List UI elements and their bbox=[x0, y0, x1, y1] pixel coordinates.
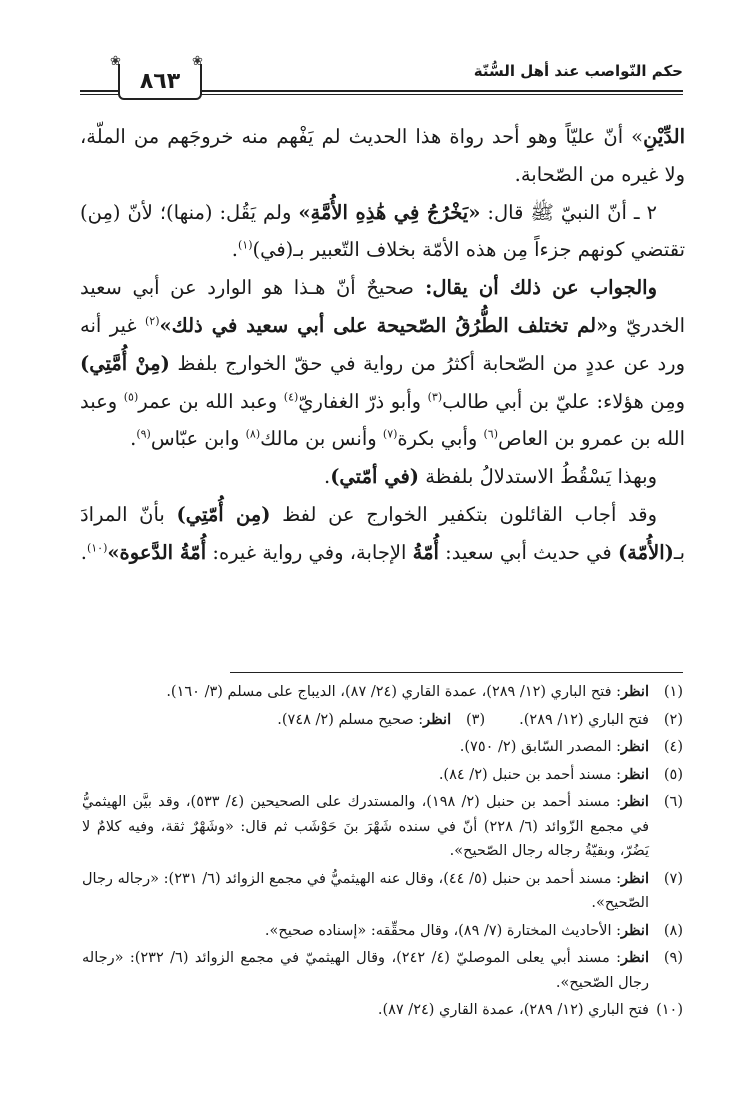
footnote-7 bbox=[82, 867, 683, 916]
footnote-number: (٦) bbox=[663, 794, 683, 810]
footnote-9 bbox=[82, 946, 683, 995]
footnote-label: انظر bbox=[621, 765, 649, 783]
footnote-body: : مسند أحمد بن حنبل (٢/ ١٩٨)، والمستدرك على الصحيحين (٤/ ٥٣٣)، وقد بيَّن الهيثميُّ في مجمع الزّوائد (٦/ ٢٢٨) أنّ في سنده شَهْرَ بنَ حَوْشَب ثم قال: «وشَهْرٌ ثقة، وفيه كلامٌ لا يَضُرّ، وبقيّةُ رجاله رجال الصّحيح». bbox=[82, 794, 650, 859]
p5-phrase-3: أُمّةُ bbox=[412, 540, 439, 564]
footnote-text bbox=[82, 946, 649, 995]
footnote-body: : الأحاديث المختارة (٧/ ٨٩)، وقال محقِّقه: «إسناده صحيح». bbox=[264, 922, 622, 939]
footnote-body: : مسند أحمد بن حنبل (٢/ ٨٤). bbox=[438, 766, 622, 783]
footnote-text bbox=[82, 735, 649, 760]
footnote-body: : صحيح مسلم (٢/ ٧٤٨). bbox=[277, 711, 424, 728]
p3-text-a: صحيحٌ أنّ هـذا هو الوارد عن أبي سعيد الخدريّ و bbox=[80, 276, 685, 337]
footnote-text bbox=[82, 919, 649, 944]
footnote-ref[interactable]: (٤) bbox=[283, 390, 299, 404]
footnote-number: (٧) bbox=[663, 870, 683, 887]
footnote-body: : فتح الباري (١٢/ ٢٨٩)، عمدة القاري (٢٤/ ٨٧)، الديباج على مسلم (٣/ ١٦٠). bbox=[166, 684, 622, 700]
p4-text: وبهذا يَسْقُطُ الاستدلالُ بلفظة bbox=[419, 465, 657, 489]
main-text bbox=[80, 118, 685, 572]
p3-quote: «لم تختلف الطُّرُقُ الصّحيحة على أبي سعيد في ذلك» bbox=[159, 313, 609, 337]
footnote-ref[interactable]: (٢) bbox=[144, 314, 160, 328]
footnote-body: : مسند أبي يعلى الموصليّ (٤/ ٢٤٢)، وقال الهيثميّ في مجمع الزوائد (٦/ ٢٣٢): «رجاله رجال الصّحيح». bbox=[82, 950, 649, 991]
footnote-number: (١٠) bbox=[656, 1002, 683, 1018]
footnote-label: انظر bbox=[621, 738, 649, 755]
paragraph-4 bbox=[80, 458, 685, 496]
paragraph-3 bbox=[80, 269, 685, 458]
header-rule-thin bbox=[200, 94, 683, 95]
ornament-left-icon: ❀ bbox=[110, 54, 121, 69]
footnote-ref[interactable]: (٧) bbox=[382, 427, 398, 441]
footnote-body: : مسند أحمد بن حنبل (٥/ ٤٤)، وقال عنه الهيثميُّ في مجمع الزوائد (٦/ ٢٣١): «رجاله رجال الصّحيح». bbox=[82, 870, 649, 911]
p5-phrase: (مِن أُمّتِي) bbox=[176, 502, 271, 526]
footnote-ref[interactable]: (١٠) bbox=[86, 541, 108, 555]
p3-text-c: ومِن هؤلاء: عليّ بن أبي طالب bbox=[442, 389, 685, 413]
footnote-text bbox=[82, 763, 649, 788]
footnote-label: انظر bbox=[621, 683, 649, 700]
running-title: حكم النّواصب عند أهل السُّنّة bbox=[473, 62, 683, 80]
footnote-text bbox=[82, 867, 649, 916]
p1-rest: » أنّ عليّاً وهو أحد رواة هذا الحديث لم يَفْهم منه خروجَهم من الملّة، ولا غيره من الصّحابة. bbox=[80, 125, 685, 186]
footnote-body: فتح الباري (١٢/ ٢٨٩)، عمدة القاري (٢٤/ ٨٧). bbox=[377, 1002, 649, 1018]
footnote-8 bbox=[82, 919, 683, 944]
p5-text-c: في حديث أبي سعيد: bbox=[438, 540, 618, 564]
footnote-3 bbox=[277, 708, 485, 733]
header-rule bbox=[200, 90, 683, 92]
p5-end: . bbox=[80, 540, 87, 564]
header-rule-left-thin bbox=[80, 94, 120, 95]
p5-text-a: وقد أجاب القائلون بتكفير الخوارج عن لفظ bbox=[270, 502, 657, 526]
footnote-number: (٩) bbox=[663, 950, 683, 966]
footnote-6 bbox=[82, 790, 683, 864]
p3-text-f: وعبد الله بن عمرو بن العاص bbox=[80, 389, 685, 451]
p3-text-h: وأنس بن مالك bbox=[260, 427, 383, 451]
footnote-4 bbox=[82, 735, 683, 760]
p2-text-b: ولم يَقُل: (منها)؛ لأنّ (مِن) تقتضي كونهم جزءاً مِن هذه الأمّة بخلاف التّعبير بـ(في) bbox=[80, 200, 685, 262]
p5-text-d: الإجابة، وفي رواية غيره: bbox=[206, 540, 413, 564]
footnote-number: (٢) bbox=[663, 711, 683, 728]
paragraph-5 bbox=[80, 496, 685, 572]
footnote-ref[interactable]: (٩) bbox=[136, 427, 151, 441]
footnote-ref[interactable]: (٨) bbox=[245, 427, 261, 441]
footnote-text bbox=[82, 790, 649, 864]
bold-word: الدِّيْنِ bbox=[643, 125, 685, 148]
footnote-2 bbox=[519, 708, 683, 733]
p3-text-d: وأبو ذرّ الغفاريّ bbox=[298, 389, 428, 413]
paragraph-2 bbox=[80, 194, 685, 270]
footnote-number: (٥) bbox=[663, 766, 683, 783]
footnote-body: : المصدر السّابق (٢/ ٧٥٠). bbox=[459, 739, 622, 755]
paragraph-1 bbox=[80, 118, 685, 194]
footnote-label: انظر bbox=[621, 921, 649, 939]
footnote-text bbox=[82, 680, 649, 705]
p5-phrase-4: أُمّةُ الدَّعوة» bbox=[107, 540, 207, 564]
footnote-row-2-3 bbox=[82, 708, 683, 733]
footnote-label: انظر bbox=[423, 710, 452, 728]
p2-end: . bbox=[231, 238, 238, 262]
p5-phrase-2: (الأُمّة) bbox=[617, 540, 674, 564]
footnote-1 bbox=[82, 680, 683, 705]
p2-text-a: ٢ ـ أنّ النبيّ ﷺ قال: bbox=[480, 200, 657, 224]
p3-text-g: وأبي بكرة bbox=[397, 427, 484, 451]
footnote-label: انظر bbox=[621, 869, 649, 887]
p5-text-b: بأنّ المرادَ بـ bbox=[80, 502, 685, 564]
footnote-ref[interactable]: (٣) bbox=[427, 390, 443, 404]
footnote-label: انظر bbox=[621, 793, 649, 810]
footnote-number: (٨) bbox=[663, 922, 683, 939]
p4-phrase: (في أمّتي) bbox=[330, 465, 420, 489]
footnote-number: (٣) bbox=[465, 711, 486, 728]
footnote-ref[interactable]: (٦) bbox=[483, 427, 499, 441]
p3-text-e: وعبد الله بن عمر bbox=[138, 389, 284, 413]
page-number: ٨٦٣ bbox=[139, 68, 181, 94]
p4-end: . bbox=[324, 465, 331, 489]
footnote-ref[interactable]: (١) bbox=[237, 238, 253, 252]
footnote-text bbox=[82, 998, 649, 1023]
footnote-10 bbox=[82, 998, 683, 1023]
footnote-body: فتح الباري (١٢/ ٢٨٩). bbox=[519, 711, 649, 728]
p3-heading: والجواب عن ذلك أن يقال: bbox=[413, 276, 657, 300]
footnote-ref[interactable]: (٥) bbox=[123, 390, 139, 404]
page-number-box bbox=[118, 64, 202, 100]
footnote-number: (١) bbox=[663, 684, 683, 700]
p3-end: . bbox=[130, 427, 137, 451]
footnote-number: (٤) bbox=[663, 739, 683, 755]
footnote-5 bbox=[82, 763, 683, 788]
p3-text-i: وابن عبّاس bbox=[150, 427, 246, 451]
footnotes bbox=[82, 680, 683, 1026]
p2-hadith: «يَخْرُجُ فِي هَٰذِهِ الأُمَّةِ» bbox=[298, 200, 481, 224]
p3-text-b: غير أنه ورد عن عددٍ من الصّحابة أكثرُ من رواية في حقّ الخوارج بلفظ bbox=[80, 313, 685, 375]
ornament-right-icon: ❀ bbox=[192, 54, 203, 69]
p3-phrase: (مِنْ أُمَّتِي) bbox=[80, 351, 170, 375]
footnote-divider bbox=[230, 672, 683, 673]
header-rule-left bbox=[80, 90, 120, 92]
footnote-label: انظر bbox=[621, 949, 649, 966]
